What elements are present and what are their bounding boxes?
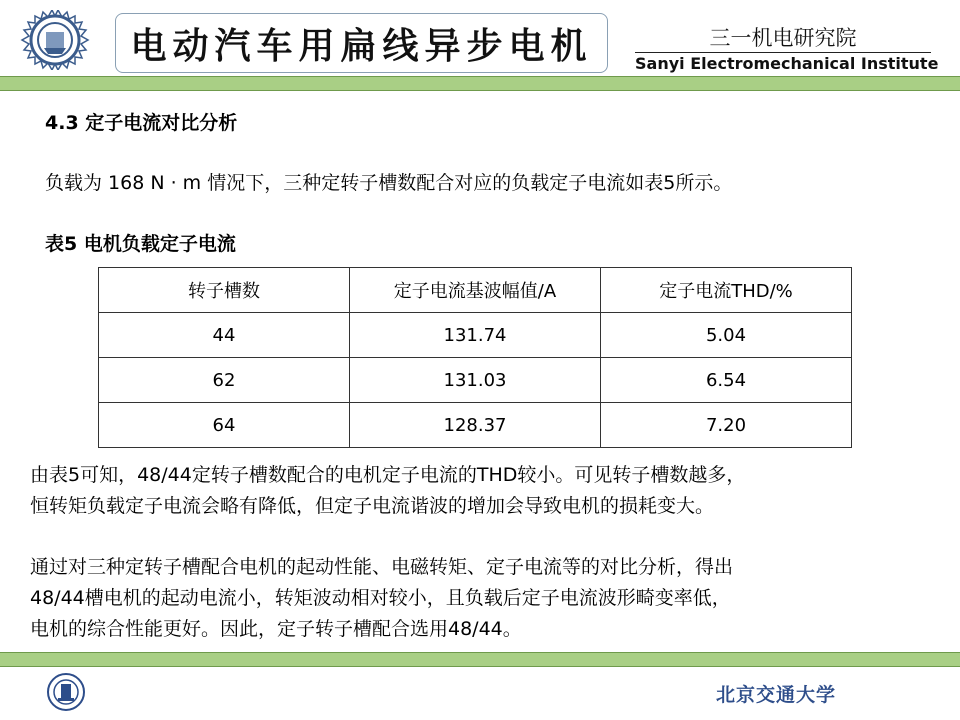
table-cell: 62 — [99, 358, 350, 403]
institute-name-en: Sanyi Electromechanical Institute — [635, 54, 939, 73]
table-cell: 64 — [99, 403, 350, 448]
header-divider — [635, 52, 931, 53]
section-title: 4.3 定子电流对比分析 — [45, 112, 238, 134]
table-header-cell: 定子电流基波幅值/A — [350, 268, 601, 313]
text-line: 通过对三种定转子槽配合电机的起动性能、电磁转矩、定子电流等的对比分析，得出 — [30, 556, 734, 578]
conclusion-paragraph-2 — [30, 552, 733, 645]
text-line: 恒转矩负载定子电流会略有降低，但定子电流谐波的增加会导致电机的损耗变大。 — [30, 495, 715, 517]
page-title: 电动汽车用扁线异步电机 — [115, 13, 608, 73]
text-line: 由表5可知，48/44定转子槽数配合的电机定子电流的THD较小。可见转子槽数越多， — [30, 464, 746, 486]
table-header-cell: 转子槽数 — [99, 268, 350, 313]
conclusion-paragraph-1 — [30, 460, 745, 522]
table-header-row — [99, 268, 852, 313]
intro-paragraph: 负载为 168 N · m 情况下，三种定转子槽数配合对应的负载定子电流如表5所示。 — [45, 172, 733, 194]
table-cell: 6.54 — [601, 358, 852, 403]
university-logo — [46, 672, 86, 712]
institute-name-cn: 三一机电研究院 — [709, 26, 857, 50]
text-line: 电机的综合性能更好。因此，定子转子槽配合选用48/44。 — [30, 618, 522, 640]
table-cell: 131.74 — [350, 313, 601, 358]
stator-current-table — [98, 267, 852, 448]
table-cell: 44 — [99, 313, 350, 358]
table-row — [99, 403, 852, 448]
top-accent-bar — [0, 76, 960, 91]
table-cell: 7.20 — [601, 403, 852, 448]
text-line: 48/44槽电机的起动电流小，转矩波动相对较小，且负载后定子电流波形畸变率低， — [30, 587, 731, 609]
table-row — [99, 313, 852, 358]
table-header-cell: 定子电流THD/% — [601, 268, 852, 313]
table-cell: 128.37 — [350, 403, 601, 448]
table-caption: 表5 电机负载定子电流 — [45, 233, 236, 255]
table-cell: 131.03 — [350, 358, 601, 403]
table-row — [99, 358, 852, 403]
institute-logo — [20, 10, 90, 70]
table-cell: 5.04 — [601, 313, 852, 358]
bottom-accent-bar — [0, 652, 960, 667]
university-name: 北京交通大学 — [716, 684, 837, 706]
